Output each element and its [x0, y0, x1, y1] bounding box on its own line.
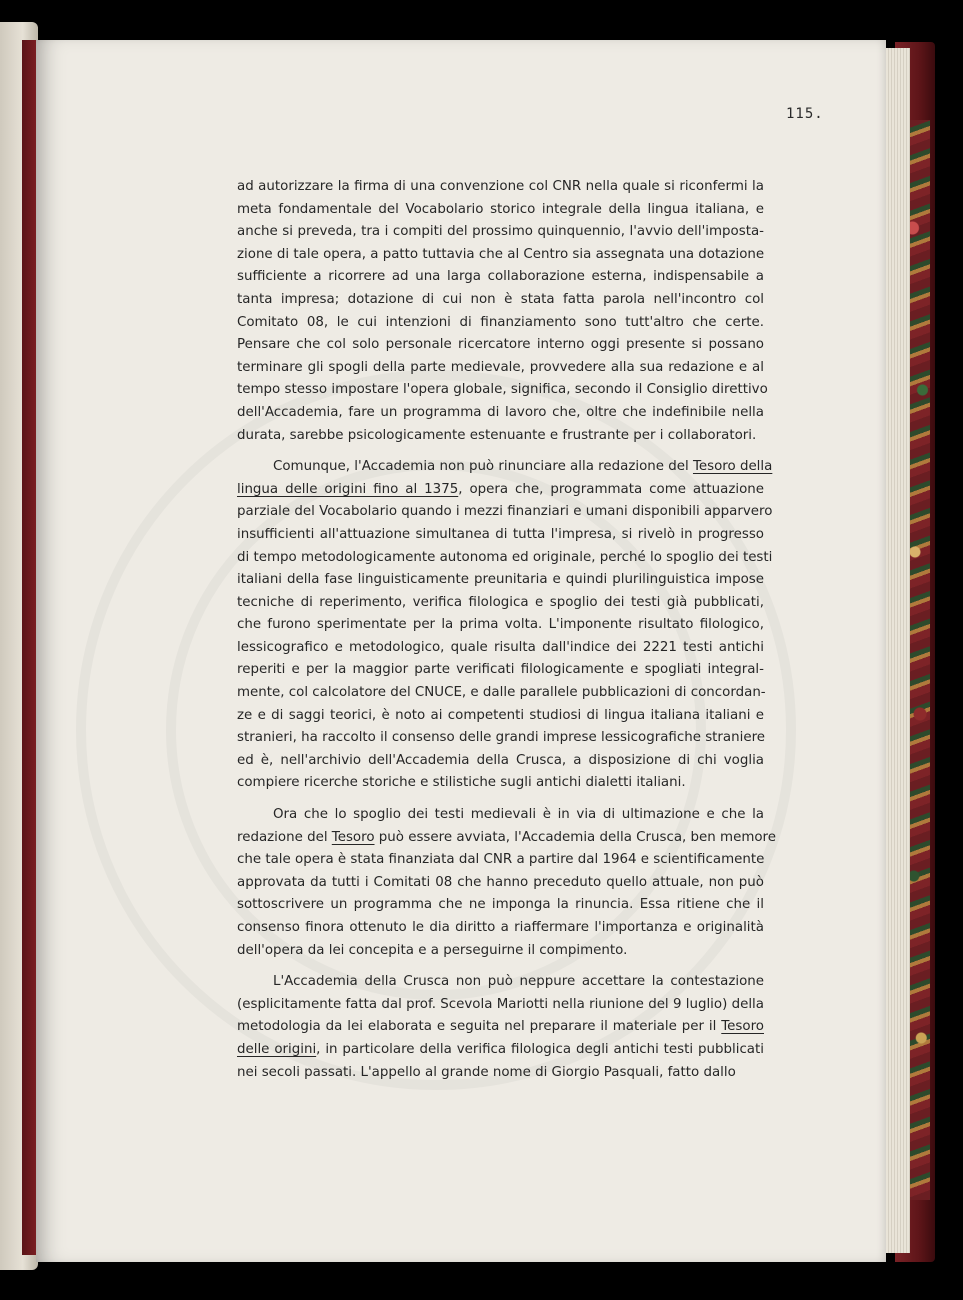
- text-segment: ze e di saggi teorici, è noto ai competenti studiosi di lingua italiana italiani e: [237, 707, 764, 723]
- text-line: [237, 1039, 764, 1062]
- text-line: [237, 199, 764, 222]
- text-line: [237, 479, 764, 502]
- text-segment: consenso finora ottenuto le dia diritto a riaffermare l'importanza e originalità: [237, 920, 764, 935]
- text-line: [237, 569, 764, 592]
- text-segment: sufficiente a ricorrere ad una larga collaborazione esterna, indispensabile a: [237, 269, 764, 285]
- text-segment: durata, sarebbe psicologicamente estenuante e frustrante per i collaboratori.: [237, 427, 757, 443]
- text-segment: italiani della fase linguisticamente preunitaria e quindi plurilinguistica impose: [237, 572, 764, 588]
- paragraph-gap: [237, 447, 764, 456]
- text-segment: mente, col calcolatore del CNUCE, e dalle parallele pubblicazioni di concordan-: [237, 685, 766, 701]
- text-line: [237, 849, 764, 872]
- text-segment: parziale del Vocabolario quando i mezzi finanziari e umani disponibili apparvero: [237, 504, 773, 520]
- text-segment: L'Accademia della Crusca non può neppure accettare la contestazione: [273, 974, 764, 990]
- paragraph-gap: [237, 795, 764, 804]
- text-line: [237, 894, 764, 917]
- text-line: [237, 266, 764, 289]
- text-segment: può essere avviata, l'Accademia della Crusca, ben memore: [374, 829, 777, 845]
- text-line: [237, 659, 764, 682]
- text-segment: Pensare che col solo personale ricercatore interno oggi presente si possano: [237, 337, 764, 353]
- text-segment: nei secoli passati. L'appello al grande nome di Giorgio Pasquali, fatto dallo: [237, 1064, 736, 1080]
- text-segment: lessicografico e metodologico, quale risulta dall'indice dei 2221 testi antichi: [237, 639, 764, 655]
- text-segment: terminare gli spogli della parte medievale, provvedere alla sua redazione e al: [237, 359, 764, 375]
- text-segment: meta fondamentale del Vocabolario storico integrale della lingua italiana, e: [237, 201, 764, 217]
- text-line: [237, 1062, 764, 1085]
- text-segment: (esplicitamente fatta dal prof. Scevola Mariotti nella riunione del 9 luglio) della: [237, 996, 764, 1012]
- underlined-title: Tesoro: [331, 829, 375, 845]
- body-text: [237, 176, 777, 1084]
- text-segment: insufficienti all'attuazione simultanea di tutta l'impresa, si rivelò in progresso: [237, 526, 764, 542]
- paragraph: [237, 456, 773, 795]
- paragraph: [237, 176, 768, 447]
- text-line: [237, 244, 764, 267]
- text-line: [237, 872, 764, 895]
- text-line: [237, 827, 777, 850]
- text-line: [237, 524, 764, 547]
- text-line: [237, 772, 764, 795]
- text-line: [237, 379, 768, 402]
- text-segment: reperiti e per la maggior parte verificati filologicamente e spogliati integral-: [237, 662, 764, 678]
- text-segment: approvata da tutti i Comitati 08 che hanno preceduto quello attuale, non può: [237, 874, 764, 890]
- text-segment: , opera che, programmata come attuazione: [458, 481, 764, 497]
- text-line: [237, 456, 773, 479]
- text-segment: tempo stesso impostare l'opera globale, significa, secondo il Consiglio direttivo: [237, 382, 768, 398]
- text-segment: Comitato 08, le cui intenzioni di finanziamento sono tutt'altro che certe.: [237, 314, 764, 330]
- text-line: [237, 501, 773, 524]
- underlined-title: delle origini: [237, 1041, 317, 1057]
- text-line: [237, 682, 764, 705]
- text-segment: che furono sperimentate per la prima volta. L'imponente risultato filologico,: [237, 617, 764, 633]
- text-line: [237, 334, 764, 357]
- text-segment: dell'Accademia, fare un programma di lavoro che, oltre che indefinibile nella: [237, 404, 764, 420]
- text-line: [237, 176, 764, 199]
- text-segment: Comunque, l'Accademia non può rinunciare alla redazione del: [273, 459, 693, 475]
- text-segment: stranieri, ha raccolto il consenso delle grandi imprese lessicografiche straniere: [237, 730, 766, 746]
- text-line: [237, 804, 764, 827]
- text-line: [237, 940, 764, 963]
- text-line: [237, 592, 764, 615]
- text-segment: dell'opera da lei concepita e a perseguirne il compimento.: [237, 942, 628, 958]
- text-line: [237, 312, 764, 335]
- text-segment: ad autorizzare la firma di una convenzione col CNR nella quale si riconfermi la: [237, 179, 764, 194]
- page-number: 115.: [786, 106, 824, 122]
- text-segment: ed è, nell'archivio dell'Accademia della Crusca, a disposizione di chi voglia: [237, 752, 764, 768]
- text-segment: metodologia da lei elaborata e seguita nel preparare il materiale per il: [237, 1019, 722, 1035]
- paragraph: [237, 971, 764, 1084]
- text-line: [237, 425, 764, 448]
- text-segment: , in particolare della verifica filologica degli antichi testi pubblicati: [316, 1041, 764, 1057]
- underlined-title: Tesoro della: [692, 459, 773, 475]
- text-line: [237, 547, 773, 570]
- text-segment: tecniche di reperimento, verifica filologica e spoglio dei testi già pubblicati,: [237, 594, 764, 610]
- text-segment: redazione del: [237, 829, 332, 845]
- text-segment: Ora che lo spoglio dei testi medievali è in via di ultimazione e che la: [273, 807, 764, 823]
- underlined-title: Tesoro: [721, 1019, 764, 1035]
- text-line: [237, 727, 764, 750]
- text-segment: di tempo metodologicamente autonoma ed originale, perché lo spoglio dei testi: [237, 549, 773, 565]
- text-line: [237, 614, 764, 637]
- text-line: [237, 971, 764, 994]
- text-line: [237, 994, 764, 1017]
- paragraph: [237, 804, 777, 962]
- text-segment: anche si preveda, tra i compiti del prossimo quinquennio, l'avvio dell'imposta-: [237, 224, 764, 240]
- text-line: [237, 917, 764, 940]
- text-segment: che tale opera è stata finanziata dal CNR a partire dal 1964 e scientificamente: [237, 852, 765, 868]
- underlined-title: lingua delle origini fino al 1375: [237, 481, 459, 497]
- text-line: [237, 289, 764, 312]
- text-line: [237, 750, 764, 773]
- text-segment: compiere ricerche storiche e stilistiche sugli antichi dialetti italiani.: [237, 775, 686, 791]
- text-line: [237, 1016, 764, 1039]
- text-line: [237, 402, 764, 425]
- text-line: [237, 357, 764, 380]
- text-line: [237, 637, 764, 660]
- text-line: [237, 705, 764, 728]
- text-segment: sottoscrivere un programma che ne imponga la rinuncia. Essa ritiene che il: [237, 897, 764, 913]
- text-segment: zione di tale opera, a patto tuttavia che al Centro sia assegnata una dotazione: [237, 246, 765, 262]
- left-cover-edge: [22, 40, 36, 1255]
- text-segment: tanta impresa; dotazione di cui non è stata fatta parola nell'incontro col: [237, 291, 764, 307]
- paragraph-gap: [237, 962, 764, 971]
- text-line: [237, 221, 764, 244]
